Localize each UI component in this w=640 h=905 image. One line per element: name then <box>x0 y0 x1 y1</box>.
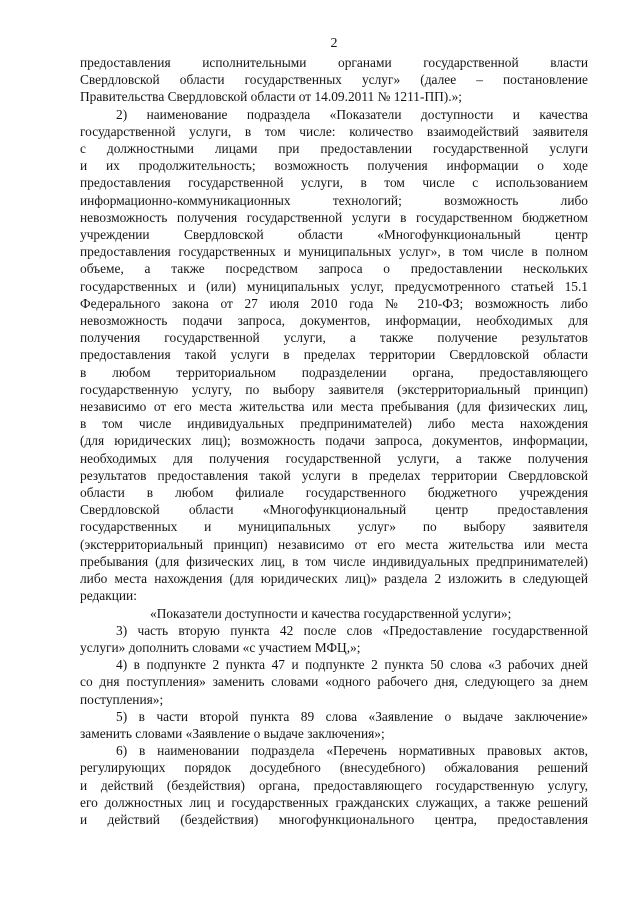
page-number: 2 <box>330 36 338 51</box>
text-line: Федерального закона от 27 июля 2010 года № 210-ФЗ; возможность либо <box>80 295 588 311</box>
text-line: «Показатели доступности и качества государственной услуги»; <box>150 605 512 621</box>
text-line: получения государственной услуги, а также получение результатов <box>80 330 588 346</box>
text-line: пребывания (для физических лиц, в том числе индивидуальных предпринимателей) <box>80 553 588 569</box>
text-line: редакции: <box>80 588 137 604</box>
text-line: информационно-коммуникационных технологий; возможность либо <box>80 192 588 208</box>
text-line: заменить словами «Заявление о выдаче заключения»; <box>80 725 385 741</box>
text-line: 2) наименование подраздела «Показатели доступности и качества <box>116 106 588 122</box>
text-line: в любом территориальном подразделении органа, предоставляющего <box>80 364 588 380</box>
text-line: области в любом филиале государственного бюджетного учреждения <box>80 485 588 501</box>
text-line: в том числе индивидуальных предпринимателей) либо места нахождения <box>80 416 588 432</box>
text-line: Свердловской области «Многофункциональный центр предоставления <box>80 502 588 518</box>
text-line: государственных и муниципальных услуг» по выбору заявителя <box>80 519 588 535</box>
text-line: регулирующих порядок досудебного (внесудебного) обжалования решений <box>80 760 588 776</box>
text-line: необходимых для получения государственной услуги, а также получения <box>80 450 588 466</box>
text-line: поступления»; <box>80 691 164 707</box>
text-line: предоставления государственных и муниципальных услуг», в том числе в полном <box>80 244 588 260</box>
text-line: услуги» дополнить словами «с участием МФЦ,»; <box>80 639 361 655</box>
paragraph-p3 <box>80 622 588 656</box>
text-line: независимо от его места жительства или места пребывания (для физических лиц, <box>80 399 588 415</box>
text-line: 5) в части второй пункта 89 слова «Заявление о выдаче заключение» <box>116 708 588 724</box>
text-line: и действий (бездействия) органа, предоставляющего государственную услугу, <box>80 777 588 793</box>
text-line: (экстерриториальный принцип) независимо от его места жительства или места <box>80 536 588 552</box>
text-line: предоставления государственной услуги, в том числе с использованием <box>80 175 588 191</box>
text-line: объеме, а также посредством запроса о предоставлении нескольких <box>80 261 588 277</box>
text-line: результатов предоставления такой услуги в пределах территории Свердловской <box>80 467 588 483</box>
text-line: (для юридических лиц); возможность подачи запроса, документов, информации, <box>80 433 588 449</box>
text-line: 4) в подпункте 2 пункта 47 и подпункте 2 пункта 50 слова «3 рабочих дней <box>116 657 588 673</box>
paragraph-p2 <box>80 605 588 622</box>
text-line: Свердловской области государственных услуг» (далее – постановление <box>80 72 588 88</box>
paragraph-p1 <box>80 106 588 605</box>
text-line: государственных и (или) муниципальных услуг, предусмотренного статьей 15.1 <box>80 278 588 294</box>
text-line: и их продолжительность; возможность получения информации о ходе <box>80 158 588 174</box>
text-line: Правительства Свердловской области от 14.09.2011 № 1211-ПП).»; <box>80 89 463 105</box>
text-line: государственную услугу, по выбору заявителя (экстерриториальный принцип) <box>80 381 588 397</box>
text-line: его должностных лиц и государственных гражданских служащих, а также решений <box>80 794 588 810</box>
text-line: либо места нахождения (для юридических лиц)» раздела 2 изложить в следующей <box>80 571 588 587</box>
text-line: государственной услуги, в том числе: количество взаимодействий заявителя <box>80 123 588 139</box>
text-line: учреждении Свердловской области «Многофункциональный центр <box>80 227 588 243</box>
text-line: невозможность подачи запроса, документов, информации, необходимых для <box>80 313 588 329</box>
text-line: 6) в наименовании подраздела «Перечень нормативных правовых актов, <box>116 743 588 759</box>
text-line: предоставления такой услуги в пределах территории Свердловской области <box>80 347 588 363</box>
paragraph-p6 <box>80 742 588 828</box>
paragraph-p5 <box>80 708 588 742</box>
document-body <box>80 54 588 828</box>
paragraph-p0 <box>80 54 588 106</box>
text-line: 3) часть вторую пункта 42 после слов «Предоставление государственной <box>116 622 588 638</box>
paragraph-p4 <box>80 656 588 708</box>
text-line: с должностными лицами при предоставлении государственной услуги <box>80 141 588 157</box>
text-line: со дня поступления» заменить словами «одного рабочего дня, следующего за днем <box>80 674 588 690</box>
text-line: предоставления исполнительными органами государственной власти <box>80 55 588 70</box>
text-line: и действий (бездействия) многофункционального центра, предоставления <box>80 811 588 827</box>
text-line: невозможность получения государственной услуги в государственном бюджетном <box>80 209 588 225</box>
